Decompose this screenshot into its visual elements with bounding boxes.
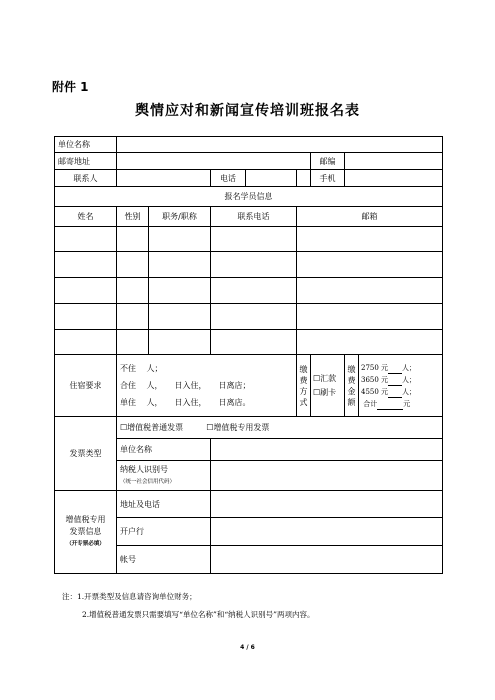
- lodging-label: 住宿要求: [55, 355, 117, 417]
- col-name: 姓名: [55, 207, 117, 227]
- note-1: 注：1.开票类型及信息请咨询单位财务；: [62, 592, 197, 601]
- vat-bank-field[interactable]: [211, 518, 443, 546]
- vat-address-row: [55, 491, 443, 518]
- postcode-label: 邮编: [311, 153, 345, 170]
- address-label: 邮寄地址: [55, 153, 117, 170]
- unit-name-row: [55, 137, 443, 153]
- student-row[interactable]: [55, 278, 443, 304]
- vat-address-field[interactable]: [211, 491, 443, 518]
- lodging-none: 不住 人；: [120, 364, 163, 373]
- invoice-unit-name-label: 单位名称: [117, 439, 211, 461]
- phone-label: 电话: [211, 170, 246, 186]
- vat-address-label: 地址及电话: [117, 491, 211, 518]
- invoice-type-label: 发票类型: [55, 417, 117, 491]
- lodging-options[interactable]: [117, 355, 297, 417]
- notes: [62, 588, 315, 624]
- unit-name-field[interactable]: [117, 137, 443, 153]
- student-header-row: [55, 207, 443, 227]
- page-number: 4 / 6: [240, 644, 255, 651]
- contact-row: [55, 170, 443, 187]
- postcode-field[interactable]: [345, 153, 443, 170]
- fee-option-2[interactable]: 3650 元 人；: [361, 375, 417, 384]
- lodging-single: 单住 人， 日入住， 日离店。: [120, 398, 251, 407]
- vat-info-label: 增值税专用 发票信息 （开专票必填）: [55, 491, 117, 574]
- invoice-ordinary-checkbox[interactable]: ☐增值税普通发票: [120, 423, 184, 432]
- page-title: 舆情应对和新闻宣传培训班报名表: [135, 103, 360, 119]
- invoice-taxid-label: 纳税人识别号 （统一社会信用代码）: [117, 461, 211, 491]
- col-title: 职务/职称: [149, 207, 211, 227]
- vat-required-note: （开专票必填）: [66, 541, 105, 547]
- student-row[interactable]: [55, 252, 443, 278]
- mobile-label: 手机: [311, 170, 345, 187]
- fee-option-3[interactable]: 4550 元 人；: [361, 387, 417, 396]
- vat-account-label: 帐号: [117, 546, 211, 574]
- attachment-label: 附件 1: [52, 80, 89, 94]
- col-email: 邮箱: [297, 207, 443, 227]
- vat-bank-label: 开户行: [117, 518, 211, 546]
- phone-cell: [211, 170, 297, 187]
- student-row[interactable]: [55, 330, 443, 355]
- student-section-row: [55, 187, 443, 207]
- invoice-unit-name-field[interactable]: [211, 439, 443, 461]
- mobile-field[interactable]: [345, 170, 443, 187]
- unit-name-label: 单位名称: [55, 137, 117, 153]
- registration-form: [54, 136, 443, 574]
- col-gender: 性别: [117, 207, 149, 227]
- address-row: [55, 153, 443, 170]
- lodging-shared: 合住 人， 日入住， 日离店；: [120, 381, 251, 390]
- student-row[interactable]: [55, 227, 443, 252]
- lodging-row: [55, 355, 443, 417]
- student-row[interactable]: [55, 304, 443, 330]
- fee-option-1[interactable]: 2750 元 人；: [361, 363, 417, 372]
- payment-method-label: 缴费方式: [297, 355, 311, 417]
- student-section-header: 报名学员信息: [55, 187, 443, 207]
- invoice-type-row: [55, 417, 443, 439]
- invoice-special-checkbox[interactable]: ☐增值税专用发票: [206, 423, 270, 432]
- fee-total[interactable]: 合计 元: [363, 399, 411, 408]
- contact-label: 联系人: [55, 170, 117, 187]
- address-field[interactable]: [117, 153, 311, 170]
- vat-account-field[interactable]: [211, 546, 443, 574]
- note-2: 2.增值税普通发票只需要填写“单位名称”和“纳税人识别号”两项内容。: [82, 610, 315, 619]
- col-phone: 联系电话: [211, 207, 297, 227]
- payment-methods: [311, 355, 345, 417]
- payment-card-checkbox[interactable]: ☐刷卡: [313, 387, 337, 397]
- fee-options: [359, 355, 443, 417]
- invoice-type-options: [117, 417, 443, 439]
- contact-field[interactable]: [117, 170, 211, 187]
- invoice-taxid-note: （统一社会信用代码）: [120, 478, 176, 485]
- payment-transfer-checkbox[interactable]: ☐汇款: [313, 373, 337, 383]
- invoice-taxid-field[interactable]: [211, 461, 443, 491]
- phone-field-extra[interactable]: [297, 170, 311, 187]
- phone-field[interactable]: [246, 170, 296, 186]
- amount-label: 缴费金额: [345, 355, 359, 417]
